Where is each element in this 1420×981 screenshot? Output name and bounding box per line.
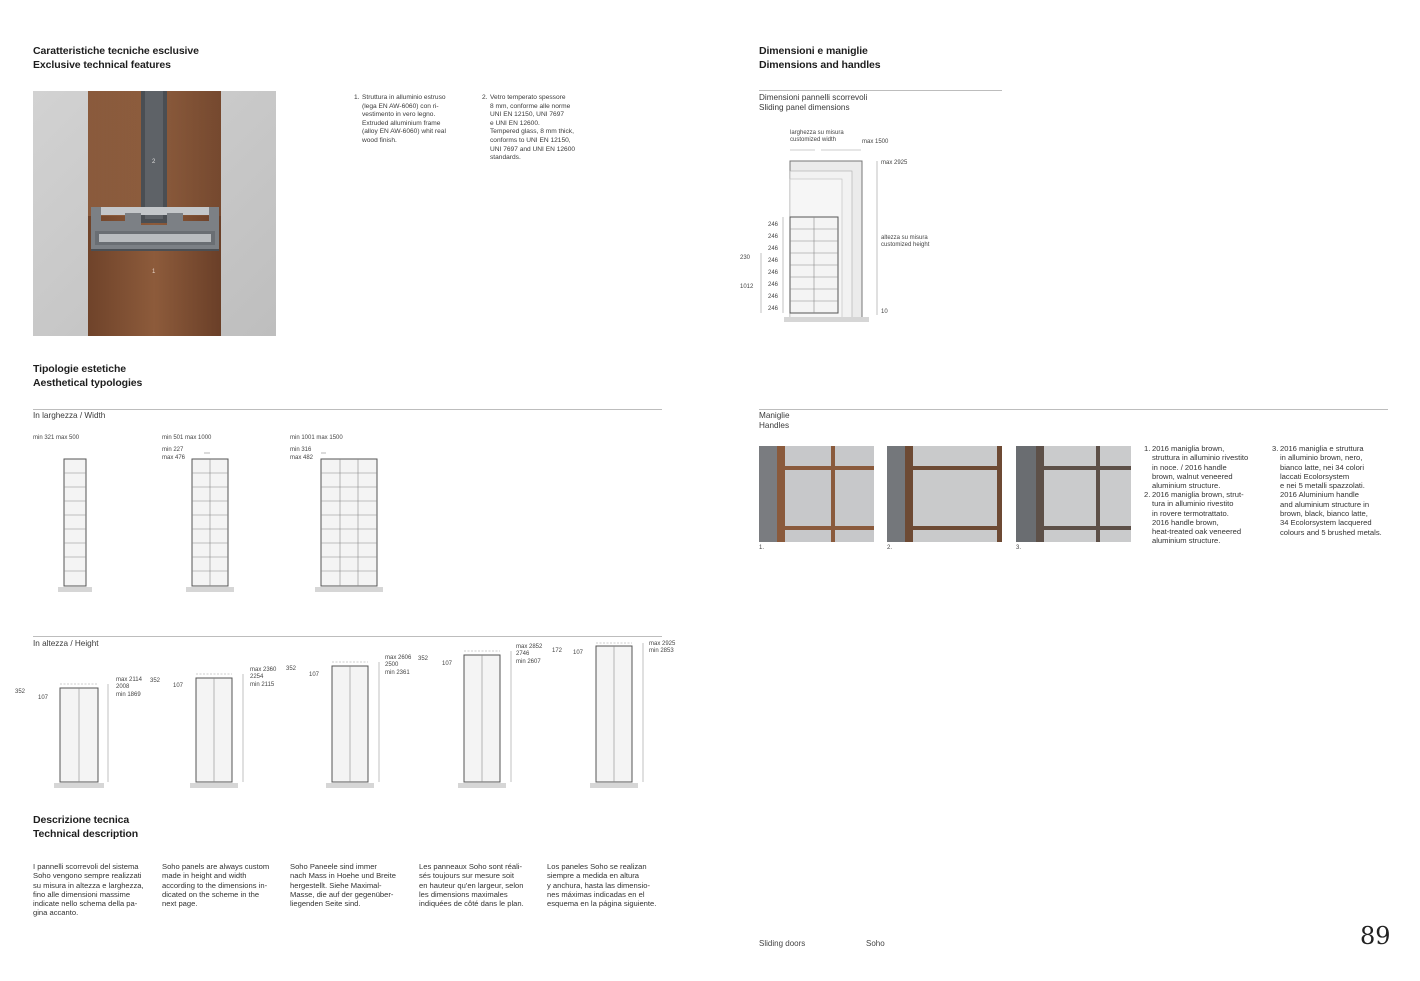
left-dim-230: 230 — [740, 255, 751, 261]
width-customized-it: larghezza su misura — [790, 130, 844, 136]
row-dim-label: 246 — [767, 234, 778, 240]
height-dim-mid: 2008 — [116, 684, 130, 691]
row-dim-label: 246 — [767, 282, 778, 288]
width-panels-drawing — [33, 445, 433, 605]
height-side-label: 352 — [15, 689, 26, 695]
height-dims — [649, 641, 675, 656]
typologies-title — [33, 362, 142, 390]
height-side-label: 352 — [418, 656, 429, 662]
sliding-panel-diagram — [755, 145, 895, 325]
handle-item-number: 3. — [1272, 444, 1279, 453]
footer-section: Sliding doors — [759, 939, 806, 948]
divider — [33, 636, 662, 637]
handle-item-number: 1. — [1144, 444, 1151, 453]
height-dim-mid: 2500 — [385, 662, 399, 669]
handle-item-text: 2016 maniglia brown, strut- tura in alluminio rivestito in rovere termotrattato. 2016 handle brown, heat-treated oak veneered aluminium structure. — [1152, 490, 1244, 546]
dimensions-title-it: Dimensioni e maniglie — [759, 45, 868, 57]
height-dim-max: max 2852 — [516, 644, 543, 650]
height-dim-min: min 2115 — [250, 681, 275, 688]
height-customized-it: altezza su misura — [881, 235, 928, 241]
handle-photo-label: 3. — [1016, 545, 1022, 551]
width-range-label: min 1001 max 1500 — [290, 435, 343, 441]
width-customized-label — [790, 130, 844, 145]
height-top-label: 107 — [442, 661, 453, 667]
features-title — [33, 44, 199, 72]
height-customized-en: customized height — [881, 242, 930, 249]
panel-three-columns — [315, 453, 383, 592]
feature-item-text: Vetro temperato spessore 8 mm, conforme alle norme UNI EN 12150, UNI 7697 e UNI EN 12600. Tempered glass, 8 mm thick, conforms to UNI EN 12150, UNI 7697 and UNI EN 12600 standards. — [490, 94, 576, 162]
height-dim-mid: 2254 — [250, 674, 264, 681]
feature-item-text: Struttura in alluminio estruso (lega EN AW-6060) con ri- vestimento in vero legno. Extruded alluminium frame (alloy EN AW-6060) whit real wood finish. — [362, 94, 446, 144]
profile-illustration — [33, 91, 276, 336]
height-side-label: 352 — [286, 666, 297, 672]
height-dims — [250, 667, 276, 689]
photo-label-frame: 1 — [152, 269, 156, 275]
typologies-title-it: Tipologie estetiche — [33, 363, 127, 375]
handle-photo-label: 1. — [759, 545, 765, 551]
height-top-label: 107 — [573, 650, 584, 656]
dimensions-subtitle-en: Sliding panel dimensions — [759, 103, 850, 112]
handle-photo-3 — [1016, 446, 1131, 542]
row-dim-label: 246 — [767, 246, 778, 252]
dimensions-subtitle-it: Dimensioni pannelli scorrevoli — [759, 93, 868, 102]
handle-photo-1 — [759, 446, 874, 542]
technical-text-de: Soho Paneele sind immer nach Mass in Hoehe und Breite hergestellt. Siehe Maximal- Masse, die auf der gegenüber- liegenden Seite sind. — [290, 862, 396, 909]
dimensions-title — [759, 44, 881, 72]
height-dim-min: min 2361 — [385, 669, 410, 676]
height-dim-max: max 2360 — [250, 667, 277, 673]
row-dim-label: 246 — [767, 294, 778, 300]
profile-photo — [33, 91, 276, 336]
width-sub-label: min 316 — [290, 447, 312, 453]
height-top-label: 107 — [173, 683, 184, 689]
technical-title-it: Descrizione tecnica — [33, 814, 130, 826]
handle-photo-2 — [887, 446, 1002, 542]
feature-item-number: 1. — [354, 94, 360, 101]
width-range-label: min 501 max 1000 — [162, 435, 212, 441]
handles-title-it: Maniglie — [759, 411, 790, 420]
features-title-it: Caratteristiche tecniche esclusive — [33, 45, 199, 57]
height-max-label: max 2925 — [881, 160, 908, 166]
height-top-label: 107 — [38, 695, 49, 701]
height-dims — [385, 655, 411, 677]
height-top-label: 107 — [309, 672, 320, 678]
height-panels-drawing — [10, 640, 690, 800]
handle-item-number: 2. — [1144, 490, 1151, 499]
features-title-en: Exclusive technical features — [33, 59, 171, 71]
handles-title-en: Handles — [759, 421, 790, 430]
dimensions-title-en: Dimensions and handles — [759, 59, 881, 71]
width-max-label: max 1500 — [862, 139, 889, 145]
technical-title — [33, 813, 138, 841]
row-dim-label: 246 — [767, 306, 778, 312]
technical-text-es: Los paneles Soho se realizan siempre a medida en altura y anchura, hasta las dimensio- nes máximas indicadas en el esquema en la página siguiente. — [547, 862, 657, 909]
width-sub-label: max 476 — [162, 455, 186, 461]
width-range-label: min 321 max 500 — [33, 435, 80, 441]
width-sub-label: min 227 — [162, 447, 184, 453]
row-dim-label: 246 — [767, 258, 778, 264]
divider — [759, 409, 1388, 410]
row-dim-label: 246 — [767, 222, 778, 228]
height-side-label: 172 — [552, 648, 563, 654]
footer-product: Soho — [866, 939, 885, 948]
height-side-label: 352 — [150, 678, 161, 684]
typologies-title-en: Aesthetical typologies — [33, 377, 143, 389]
width-sub-label: max 482 — [290, 455, 314, 461]
height-section-label: In altezza / Height — [33, 639, 99, 648]
height-dims — [116, 677, 142, 699]
height-dim-max: max 2925 — [649, 641, 676, 647]
handle-item-text: 2016 maniglia e struttura in alluminio brown, nero, bianco latte, nei 34 colori laccati Ecolorsystem e nei 5 metalli spazzolati. 2016 Aluminium handle and aluminium structure in brown, black, bianco latte, 34 Ecolorsystem lacquered colours and 5 brushed metals. — [1280, 444, 1382, 537]
height-dim-mid: 2746 — [516, 651, 530, 658]
height-dim-max: max 2114 — [116, 677, 142, 683]
technical-text-it: I pannelli scorrevoli del sistema Soho vengono sempre realizzati su misura in altezza e larghezza, fino alle dimensioni massime indicate nello schema della pa- gina accanto. — [33, 862, 144, 918]
height-dim-max: max 2606 — [385, 655, 412, 661]
width-section-label: In larghezza / Width — [33, 411, 106, 420]
panel-single-column — [58, 459, 92, 592]
handle-item-text: 2016 maniglia brown, struttura in alluminio rivestito in noce. / 2016 handle brown, walnut veneered aluminium structure. — [1152, 444, 1249, 491]
height-dim-min: min 2607 — [516, 658, 541, 665]
divider — [759, 90, 1002, 91]
handles-title — [759, 411, 790, 431]
feature-item-number: 2. — [482, 94, 488, 101]
row-dim-label: 246 — [767, 270, 778, 276]
technical-text-fr: Les panneaux Soho sont réali- sés toujours sur mesure soit en hauteur qu'en largeur, selon les dimensions maximales indiquées de côté dans le plan. — [419, 862, 524, 909]
technical-text-en: Soho panels are always custom made in height and width according to the dimensions in- dicated on the scheme in the next page. — [162, 862, 270, 909]
bottom-gap-label: 10 — [881, 309, 888, 315]
height-dim-min: min 2853 — [649, 648, 674, 655]
divider — [33, 409, 662, 410]
height-dims — [516, 644, 542, 666]
page-number: 89 — [1360, 922, 1391, 950]
height-dim-min: min 1869 — [116, 691, 141, 698]
photo-label-glass: 2 — [152, 159, 156, 165]
dimensions-subtitle — [759, 93, 867, 113]
handle-photo-label: 2. — [887, 545, 893, 551]
width-customized-en: customized width — [790, 137, 837, 144]
technical-title-en: Technical description — [33, 828, 139, 840]
panel-two-columns — [186, 453, 234, 592]
left-dim-1012: 1012 — [740, 284, 754, 290]
